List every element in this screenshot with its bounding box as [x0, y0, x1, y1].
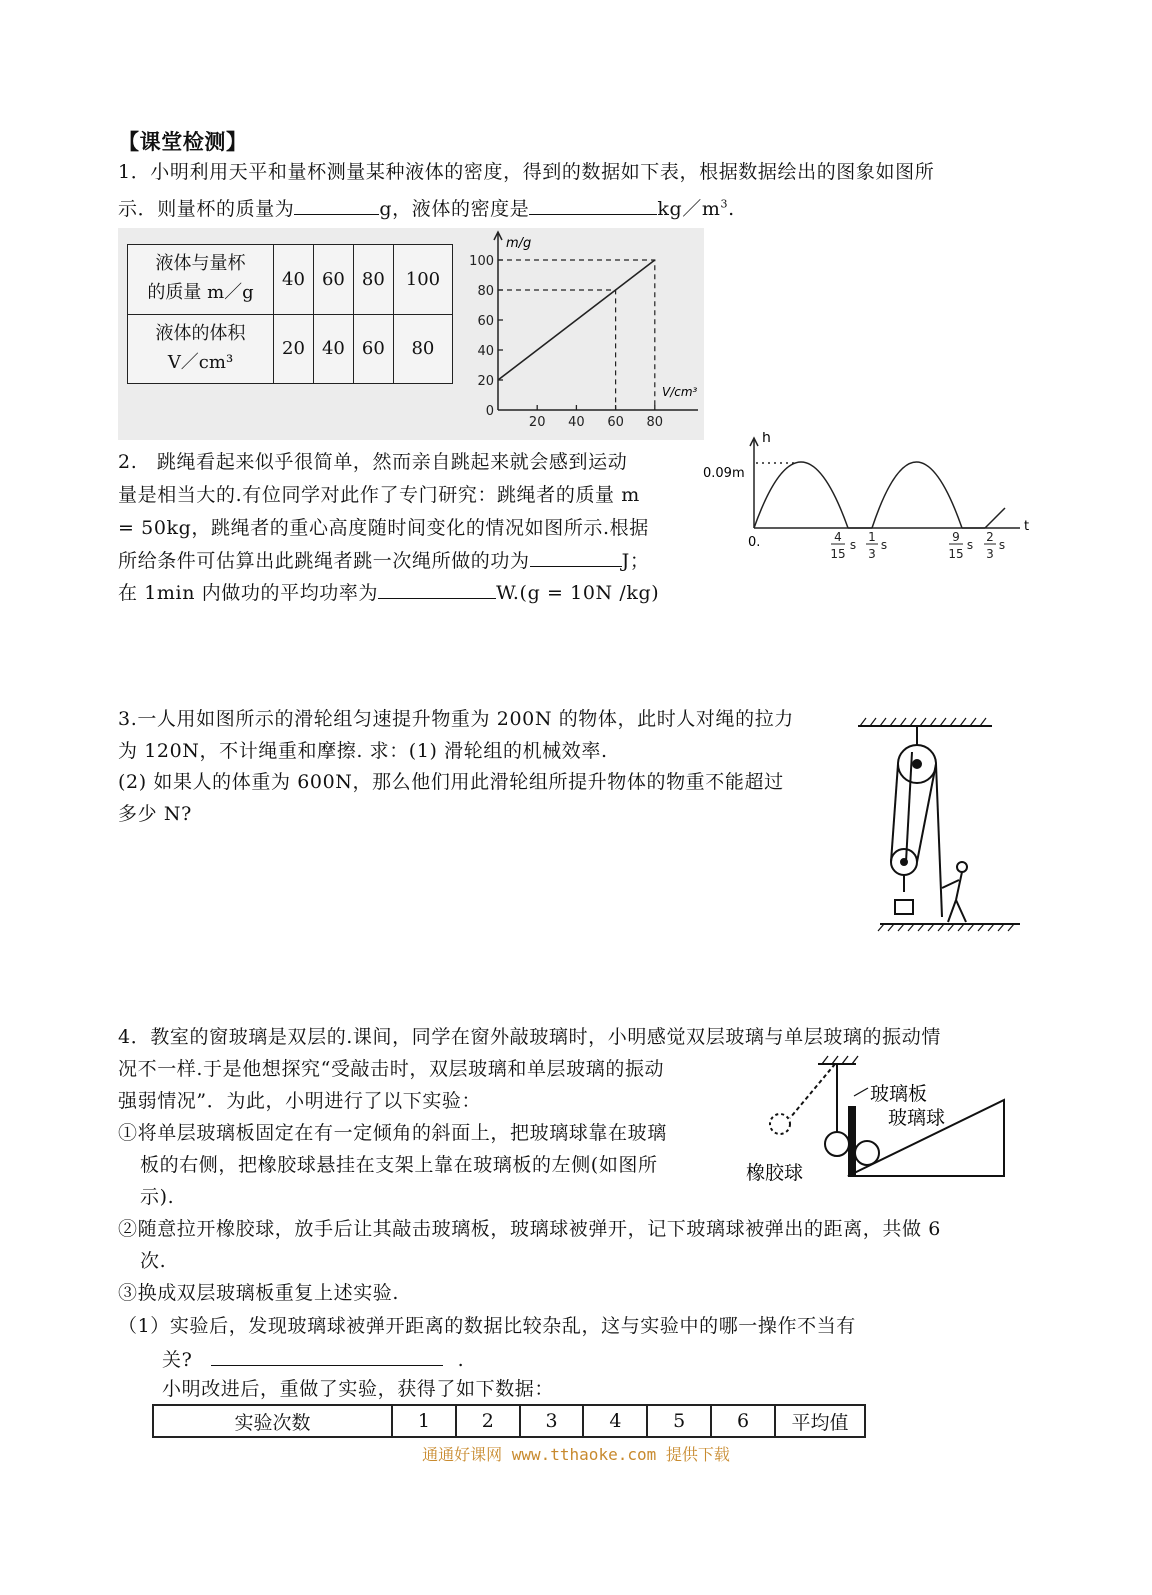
q3-pulley-figure	[850, 712, 1030, 932]
q2-text-a: 所给条件可估算出此跳绳者跳一次绳所做的功为	[118, 550, 530, 572]
q1-line1: 1．小明利用天平和量杯测量某种液体的密度，得到的数据如下表，根据数据绘出的图象如图所	[118, 161, 935, 183]
table-row	[128, 245, 453, 315]
q4-table-header: 4	[583, 1405, 647, 1437]
svg-text:s: s	[849, 538, 857, 552]
q4-step3: ③换成双层玻璃板重复上述实验.	[118, 1282, 400, 1304]
q4-line2: 况不一样.于是他想探究“受敲击时，双层玻璃和单层玻璃的振动	[118, 1058, 665, 1080]
q4-table-header: 实验次数	[153, 1405, 392, 1437]
table-row	[153, 1405, 865, 1437]
q4-line1: 4．教室的窗玻璃是双层的.课间，同学在窗外敲玻璃时，小明感觉双层玻璃与单层玻璃的振动情	[118, 1026, 941, 1048]
q2-h-label: h	[762, 432, 771, 446]
q1-guide	[498, 260, 655, 410]
q2-blank-power[interactable]	[378, 580, 496, 599]
q1-data-table	[127, 244, 453, 384]
q4-step2b: 次.	[140, 1250, 167, 1272]
q1-text-e: .	[728, 198, 735, 220]
q2-line3: = 50kg，跳绳者的重心高度随时间变化的情况如图所示.根据	[118, 517, 649, 539]
q1-xtick-label: 40	[568, 415, 585, 430]
footer-watermark[interactable]: 通通好课网 www.tthaoke.com 提供下载	[422, 1445, 730, 1464]
q4-table-header: 6	[711, 1405, 775, 1437]
q2-line2: 量是相当大的.有位同学对此作了专门研究：跳绳者的质量 m	[118, 484, 640, 506]
q2-jump-curve-2	[872, 462, 962, 528]
pulled-string	[790, 1064, 835, 1118]
q1-xtick-label: 60	[607, 415, 624, 430]
q1-cell: 20	[274, 314, 314, 384]
q1-ytick-label: 80	[477, 284, 494, 299]
rope-segment	[917, 764, 936, 862]
svg-text:1: 1	[868, 530, 876, 544]
man-leg	[948, 900, 956, 922]
glass-plate	[848, 1106, 856, 1176]
q1-cell: 40	[274, 245, 314, 315]
q2-line1: 2. 跳绳看起来似乎很简单，然而亲自跳起来就会感到运动	[118, 451, 628, 473]
q1-mass-volume-graph	[466, 228, 706, 440]
q3-line2: 为 120N，不计绳重和摩擦. 求：(1) 滑轮组的机械效率.	[118, 740, 608, 762]
q2-jump-curve-3	[985, 508, 1005, 528]
q4-sub1b	[162, 1347, 464, 1373]
q4-sub1-text: 关?	[162, 1349, 193, 1371]
rubber-ball	[825, 1132, 849, 1156]
table-row	[128, 314, 453, 384]
q4-step2a: ②随意拉开橡胶球，放手后让其敲击玻璃板，玻璃球被弹开，记下玻璃球被弹出的距离，共做 6	[118, 1218, 941, 1240]
q1-row1-label-b: 的质量 m／g	[147, 282, 254, 304]
q4-blank-answer[interactable]	[211, 1347, 443, 1366]
q2-blank-work[interactable]	[530, 548, 622, 567]
man-body	[956, 872, 962, 900]
svg-text:15: 15	[948, 547, 964, 561]
q1-blank-density[interactable]	[529, 196, 657, 215]
man-head	[957, 862, 967, 872]
man-arm	[942, 880, 959, 888]
q4-table-header: 1	[392, 1405, 456, 1437]
q2-line4	[118, 548, 649, 574]
q1-series-line	[498, 260, 655, 380]
q1-text-b: g，液体的密度是	[379, 198, 530, 220]
q1-row2-label-b: V／cm³	[167, 351, 234, 373]
svg-text:2: 2	[986, 530, 994, 544]
q3-line1: 3.一人用如图所示的滑轮组匀速提升物重为 200N 的物体，此时人对绳的拉力	[118, 708, 794, 730]
q4-step1c: 示).	[140, 1186, 175, 1208]
q4-table-header: 平均值	[775, 1405, 865, 1437]
floor-hatch	[878, 924, 1014, 931]
q2-line5	[118, 580, 659, 606]
rope-segment	[891, 764, 898, 862]
label-glass-ball: 玻璃球	[888, 1107, 946, 1129]
q1-cell: 60	[353, 314, 393, 384]
q1-cell: 60	[313, 245, 353, 315]
rubber-ball-start-position	[770, 1114, 790, 1134]
svg-text:3: 3	[986, 547, 994, 561]
q3-line4: 多少 N?	[118, 803, 192, 825]
q1-cell: 100	[393, 245, 452, 315]
q2-text-d: W.(g = 10N /kg)	[496, 582, 660, 604]
load-weight	[895, 900, 913, 914]
q2-tick-label	[984, 530, 1005, 561]
q1-xtick-label: 80	[646, 415, 664, 430]
q1-ytick-label: 20	[477, 374, 494, 389]
svg-text:4: 4	[834, 530, 842, 544]
q1-ytick-label: 40	[477, 344, 494, 359]
ceiling-hatch	[860, 718, 986, 726]
q4-step1b: 板的右侧，把橡胶球悬挂在支架上靠在玻璃板的左侧(如图所	[140, 1154, 658, 1176]
q4-line3: 强弱情况”．为此，小明进行了以下实验：	[118, 1090, 482, 1112]
q2-height-time-graph	[700, 432, 1040, 578]
svg-text:s: s	[880, 538, 888, 552]
q4-improved: 小明改进后，重做了实验，获得了如下数据：	[162, 1378, 555, 1400]
q1-cell: 80	[393, 314, 452, 384]
q1-ytick-label: 100	[469, 254, 494, 269]
q1-ytick-label: 0	[485, 404, 494, 419]
q2-jump-curve-1	[754, 462, 848, 528]
rope-segment	[906, 752, 912, 862]
q2-tick-label	[948, 530, 973, 561]
q1-text-c: kg／m	[657, 198, 721, 220]
q1-xlabel: V/cm³	[662, 385, 698, 399]
q2-text-c: 在 1min 内做功的平均功率为	[118, 582, 379, 604]
q2-tick-label	[866, 530, 887, 561]
q1-row2-label-a: 液体的体积	[155, 322, 246, 344]
q2-t-label: t	[1024, 519, 1030, 534]
q1-blank-cup-mass[interactable]	[294, 196, 379, 215]
q1-ytick-label: 60	[477, 314, 494, 329]
q1-xtick-label: 20	[528, 415, 546, 430]
q1-row1-label	[128, 245, 274, 315]
q1-ylabel: m/g	[506, 236, 532, 251]
man-leg	[956, 900, 966, 922]
q3-line3: (2) 如果人的体重为 600N，那么他们用此滑轮组所提升物体的物重不能超过	[118, 771, 784, 793]
q2-tick-label	[830, 530, 856, 561]
svg-text:s: s	[966, 538, 974, 552]
q4-sub1-period: .	[457, 1349, 465, 1371]
q1-text-a: 示．则量杯的质量为	[118, 198, 295, 220]
q1-row1-label-a: 液体与量杯	[155, 253, 246, 275]
glass-ball	[855, 1141, 879, 1165]
q4-table-header: 3	[520, 1405, 584, 1437]
svg-text:s: s	[998, 538, 1006, 552]
q4-sub1a: （1）实验后，发现玻璃球被弹开距离的数据比较杂乱，这与实验中的哪一操作不当有	[118, 1315, 856, 1337]
fixed-pulley-axle	[913, 760, 921, 768]
svg-text:9: 9	[952, 530, 960, 544]
q4-table-header: 2	[456, 1405, 520, 1437]
glass-plate-leader	[854, 1088, 868, 1096]
q4-results-table	[152, 1404, 866, 1438]
q2-text-b: J；	[621, 550, 650, 572]
q1-unit-exponent: 3	[720, 197, 729, 211]
q4-table-header: 5	[647, 1405, 711, 1437]
svg-text:15: 15	[830, 547, 846, 561]
rope-to-man	[936, 764, 942, 917]
support-hatch	[822, 1056, 858, 1064]
label-rubber-ball: 橡胶球	[746, 1162, 804, 1184]
q1-guide	[498, 290, 616, 410]
q1-row2-label	[128, 314, 274, 384]
label-glass-plate: 玻璃板	[870, 1083, 928, 1105]
q1-line2	[118, 196, 735, 222]
q4-step1a: ①将单层玻璃板固定在有一定倾角的斜面上，把玻璃球靠在玻璃	[118, 1122, 667, 1144]
q4-experiment-figure	[740, 1052, 1020, 1192]
q2-peak-label: 0.09m	[703, 466, 745, 481]
section-heading: 【课堂检测】	[118, 129, 248, 154]
q2-origin-label: 0.	[748, 535, 761, 550]
q1-cell: 40	[313, 314, 353, 384]
svg-text:3: 3	[868, 547, 876, 561]
q1-cell: 80	[353, 245, 393, 315]
